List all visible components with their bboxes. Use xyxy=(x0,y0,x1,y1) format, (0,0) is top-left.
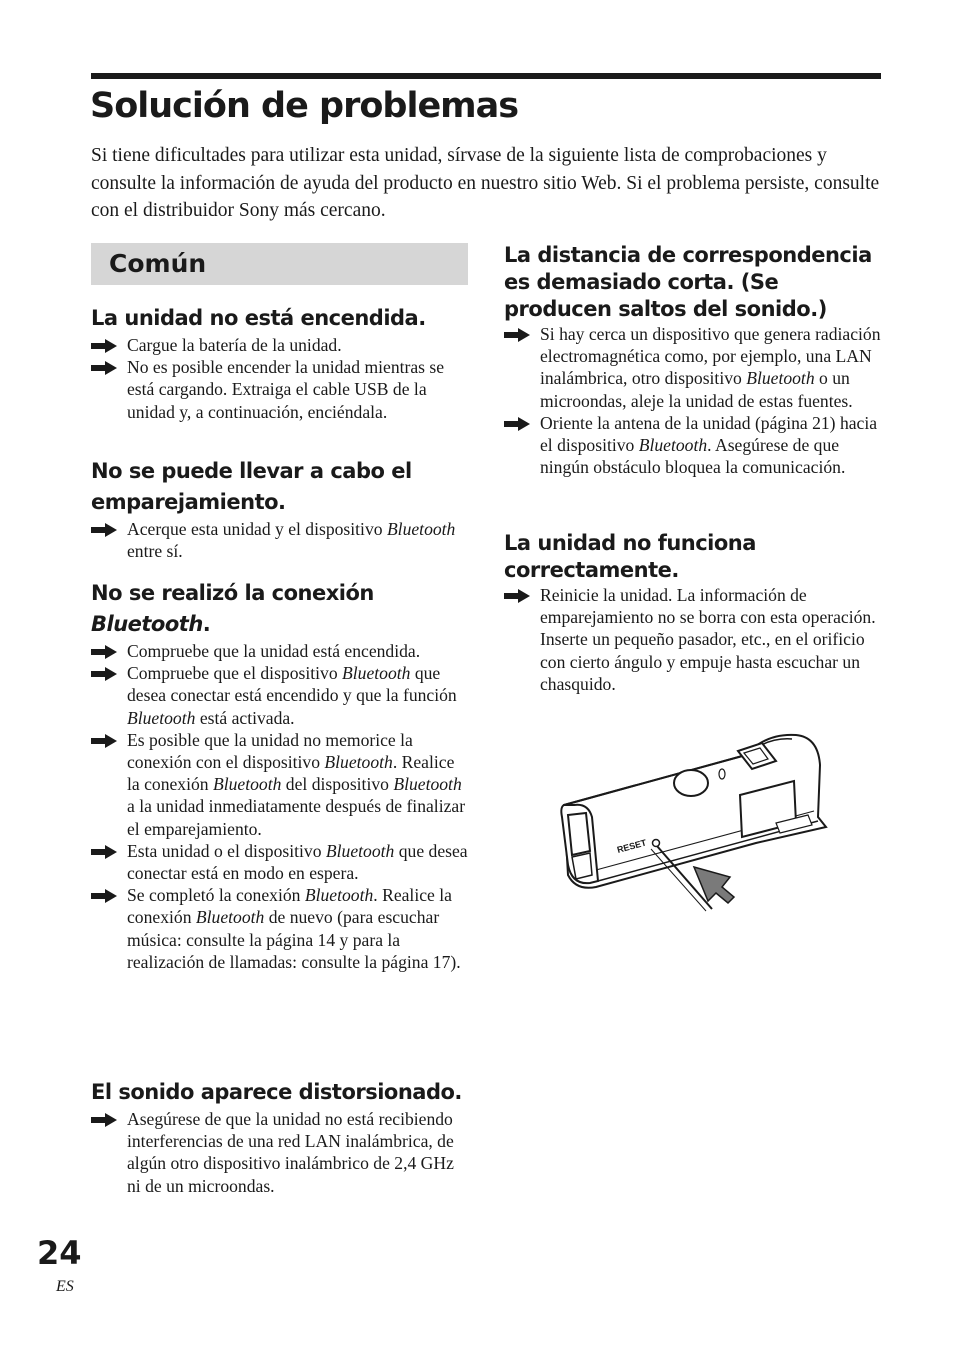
arrow-icon xyxy=(91,889,117,903)
remedy-text: . Realice la conexión xyxy=(127,885,452,928)
issue-distorted-sound xyxy=(91,1077,468,1197)
arrow-icon xyxy=(91,1113,117,1127)
arrow-icon xyxy=(91,523,117,537)
remedy-text: a la unidad inmediatamente después de finalizar el emparejamiento. xyxy=(127,796,466,839)
heading-text: No se realizó la conexión xyxy=(91,581,374,605)
remedy-text: o un microondas, aleje la unidad de estas fuentes. xyxy=(540,368,853,411)
remedy-text: Es posible que la unidad no memorice la conexión con el dispositivo xyxy=(127,729,413,773)
heading-text: . xyxy=(202,612,211,636)
issue-remedies xyxy=(504,323,889,478)
remedy-italic: Bluetooth xyxy=(325,840,395,861)
remedy-item xyxy=(91,840,468,884)
remedy-text: Esta unidad o el dispositivo xyxy=(127,840,326,861)
remedy-item xyxy=(504,323,889,412)
remedy-item xyxy=(91,640,468,662)
remedy-italic: Bluetooth xyxy=(324,752,393,773)
arrow-icon xyxy=(91,361,117,375)
remedy-text: Asegúrese de que la unidad no está recibiendo interferencias de una red LAN inalámbrica, de algún otro dispositivo inalámbrico de 2,4 GHz ni de un microondas. xyxy=(127,1109,454,1196)
remedy-italic: Bluetooth xyxy=(127,707,196,728)
remedy-item xyxy=(91,1108,468,1197)
arrow-icon xyxy=(91,845,117,859)
issue-no-connection xyxy=(91,578,468,973)
issue-heading: La distancia de correspondencia es demasiado corta. (Se producen saltos del sonido.) xyxy=(504,243,872,321)
remedy-text: Cargue la batería de la unidad. xyxy=(127,335,342,355)
page-number: 24 xyxy=(37,1234,82,1272)
remedy-item xyxy=(91,662,468,729)
remedy-text: que desea conectar está en modo en espera. xyxy=(127,840,468,884)
remedy-text: Acerque esta unidad y el dispositivo xyxy=(127,519,387,539)
remedy-item xyxy=(504,584,889,695)
reset-illustration xyxy=(556,725,828,915)
remedy-text: de nuevo (para escuchar música: consulte la página 14 y para la realización de llamadas: consulte la página 17). xyxy=(127,907,461,972)
arrow-icon xyxy=(504,589,530,603)
remedy-italic: Bluetooth xyxy=(393,774,462,795)
reset-label: RESET xyxy=(615,837,648,855)
issue-short-range xyxy=(504,242,889,478)
issue-remedies xyxy=(91,640,468,973)
arrow-icon xyxy=(91,339,117,353)
remedy-text: que desea conectar está encendido y que la función xyxy=(127,663,457,706)
remedy-italic: Bluetooth xyxy=(386,519,456,539)
issue-not-powered xyxy=(91,303,468,423)
remedy-italic: Bluetooth xyxy=(746,368,815,389)
section-header xyxy=(91,243,468,285)
arrow-icon xyxy=(91,734,117,748)
remedy-text: No es posible encender la unidad mientras se está cargando. Extraiga el cable USB de la unidad y, a continuación, enciéndala. xyxy=(127,357,445,422)
arrow-icon xyxy=(504,417,530,431)
issue-heading: La unidad no está encendida. xyxy=(91,306,426,330)
arrow-icon xyxy=(91,667,117,681)
issue-malfunction xyxy=(504,530,889,695)
issue-remedies xyxy=(504,584,889,695)
arrow-icon xyxy=(504,328,530,342)
remedy-text: Reinicie la unidad. La información de emparejamiento no se borra con esta operación. Inserte un pequeño pasador, etc., en el orificio con cierto ángulo y empuje hasta escuchar un chasquido. xyxy=(540,585,876,694)
issue-heading: No se puede llevar a cabo el emparejamiento. xyxy=(91,459,412,514)
remedy-italic: Bluetooth xyxy=(342,663,411,684)
remedy-item xyxy=(91,518,468,562)
remedy-text: del dispositivo xyxy=(281,774,394,795)
section-title: Común xyxy=(109,249,207,278)
top-rule xyxy=(91,73,881,79)
arrow-icon xyxy=(91,645,117,659)
page-title: Solución de problemas xyxy=(90,86,519,126)
issue-pairing-fails xyxy=(91,456,468,562)
remedy-italic: Bluetooth xyxy=(304,885,374,906)
issue-remedies xyxy=(91,334,468,423)
remedy-text: Oriente la antena de la unidad (página 21) hacia el dispositivo xyxy=(540,412,878,456)
remedy-text: Compruebe que la unidad está encendida. xyxy=(127,641,421,661)
remedy-item xyxy=(91,356,468,423)
remedy-text: Compruebe que el dispositivo xyxy=(127,663,343,684)
remedy-text: Si hay cerca un dispositivo que genera radiación electromagnética como, por ejemplo, una LAN inalámbrica, otro dispositivo xyxy=(540,324,881,389)
remedy-text: entre sí. xyxy=(127,541,183,562)
remedy-italic: Bluetooth xyxy=(638,435,708,456)
issue-heading: El sonido aparece distorsionado. xyxy=(91,1080,462,1104)
remedy-item xyxy=(91,884,468,973)
remedy-item xyxy=(91,334,468,356)
language-code: ES xyxy=(56,1278,74,1295)
issue-remedies xyxy=(91,1108,468,1197)
remedy-item xyxy=(504,412,889,479)
remedy-italic: Bluetooth xyxy=(195,907,265,928)
remedy-text: . Realice la conexión xyxy=(127,752,455,795)
intro-paragraph: Si tiene dificultades para utilizar esta unidad, sírvase de la siguiente lista de comprobaciones y consulte la información de ayuda del producto en nuestro sitio Web. Si el problema persiste, consulte con el distribuidor Sony más cercano. xyxy=(91,145,880,222)
remedy-text: Se completó la conexión xyxy=(127,885,305,906)
remedy-text: . Asegúrese de que ningún obstáculo bloquea la comunicación. xyxy=(540,435,846,478)
heading-italic: Bluetooth xyxy=(91,612,203,636)
remedy-text: está activada. xyxy=(195,707,295,728)
issue-heading xyxy=(91,578,468,640)
issue-remedies xyxy=(91,518,468,562)
remedy-item xyxy=(91,729,468,840)
remedy-italic: Bluetooth xyxy=(212,774,282,795)
issue-heading: La unidad no funciona correctamente. xyxy=(504,531,756,582)
